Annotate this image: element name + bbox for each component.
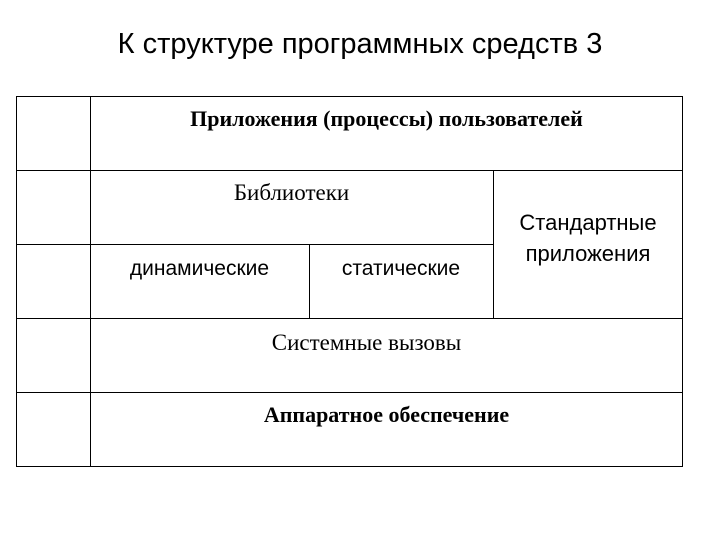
row-separator-1 xyxy=(16,170,683,171)
frame-bottom xyxy=(16,466,683,467)
row-separator-2 xyxy=(16,318,683,319)
standard-apps-label-2: приложения xyxy=(525,241,651,266)
frame-left xyxy=(16,96,17,467)
dynamic-static-divider xyxy=(309,244,310,318)
standard-apps-label-1: Стандартные xyxy=(519,210,657,235)
slide-title: К структуре программных средств 3 xyxy=(117,28,603,60)
dynamic-label: динамические xyxy=(129,257,270,280)
frame-top xyxy=(16,96,683,97)
static-label: статические xyxy=(341,257,461,280)
libraries-label: Библиотеки xyxy=(233,180,350,205)
hardware-label: Аппаратное обеспечение xyxy=(263,402,510,427)
system-calls-label: Системные вызовы xyxy=(271,330,462,355)
row-separator-3 xyxy=(16,392,683,393)
user-apps-label: Приложения (процессы) пользователей xyxy=(190,106,583,131)
row-separator-libraries xyxy=(16,244,493,245)
